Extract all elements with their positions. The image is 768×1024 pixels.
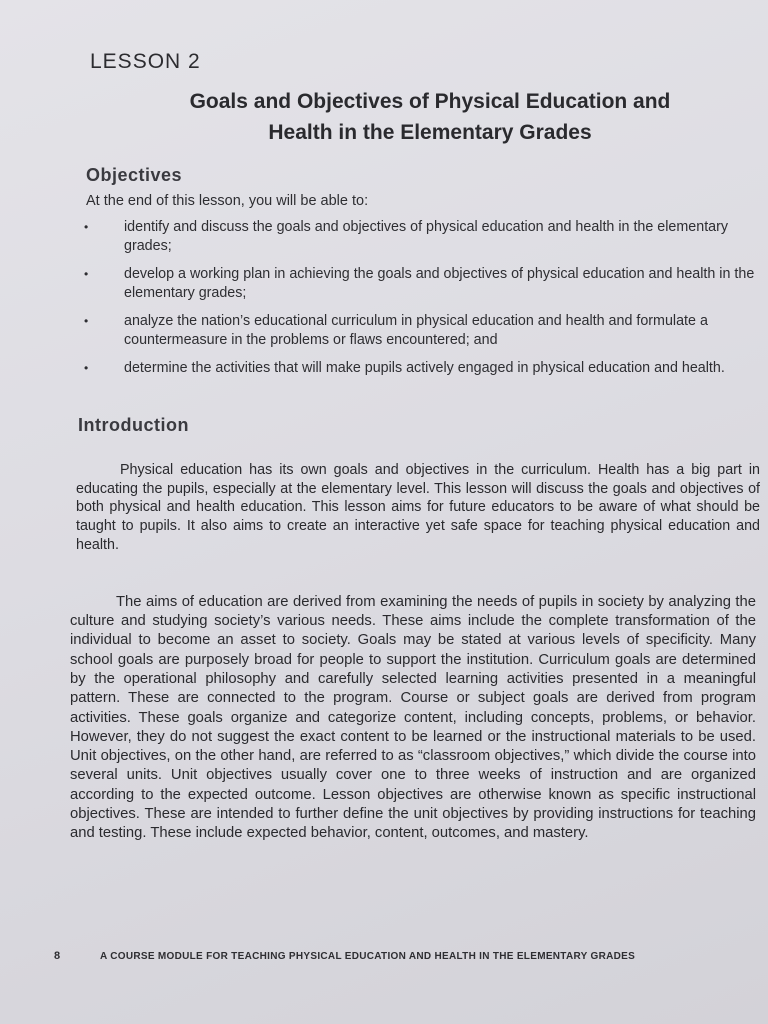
bullet-icon: • — [84, 267, 89, 281]
introduction-paragraph-1: Physical education has its own goals and objectives in the curriculum. Health has a big part in educating the pupils, especially at the elementary level. This lesson will discuss the goals and objectives of both physical and health education. This lesson aims for future educators to be aware of what should be taught to pupils. It also aims to create an interactive yet safe space for teaching physical education and health. — [76, 462, 760, 553]
bullet-icon: • — [84, 314, 89, 328]
objectives-heading: Objectives — [86, 165, 183, 185]
course-title: A COURSE MODULE FOR TEACHING PHYSICAL EDUCATION AND HEALTH IN THE ELEMENTARY GRADES — [100, 951, 636, 962]
introduction-heading: Introduction — [78, 415, 189, 435]
lesson-number: LESSON 2 — [90, 50, 201, 73]
bullet-icon: • — [84, 361, 89, 375]
lesson-title-line-2: Health in the Elementary Grades — [268, 121, 592, 144]
objective-text: analyze the nation’s educational curriculum in physical education and health and formulate a countermeasure in the problems or flaws encountered; and — [124, 313, 708, 348]
list-item — [78, 312, 764, 350]
introduction-paragraph-2: The aims of education are derived from examining the needs of pupils in society by analyzing the culture and studying society’s various needs. These aims include the complete transformation of the individual to become an asset to society. Goals may be stated at various levels of specificity. Many school goals are purposely broad for people to support the institution. Curriculum goals are determined by the operational philosophy and carefully selected learning activities presented in a meaningful pattern. These are connected to the program. Course or subject goals are derived from program activities. These goals organize and categorize content, including concepts, problems, or behavior. However, they do not suggest the exact content to be learned or the instructional materials to be used. Unit objectives, on the other hand, are referred to as “classroom objectives,” which divide the course into several units. Unit objectives usually cover one to three weeks of instruction and are organized according to the expected outcome. Lesson objectives are otherwise known as specific instructional objectives. These are intended to further define the unit objectives by providing instructions for teaching and testing. These include expected behavior, content, outcomes, and mastery. — [70, 593, 756, 842]
page-number: 8 — [54, 950, 61, 962]
page-footer — [54, 950, 744, 962]
objective-text: identify and discuss the goals and objectives of physical education and health in the elementary grades; — [124, 219, 729, 254]
list-item — [78, 218, 764, 256]
bullet-icon: • — [84, 220, 89, 234]
lesson-title — [100, 86, 760, 148]
objectives-lead: At the end of this lesson, you will be able to: — [86, 193, 369, 209]
objective-text: develop a working plan in achieving the goals and objectives of physical education and health in the elementary grades; — [124, 266, 755, 301]
lesson-title-line-1: Goals and Objectives of Physical Education and — [189, 90, 671, 113]
objectives-list — [78, 218, 768, 387]
list-item — [78, 265, 764, 303]
objective-text: determine the activities that will make pupils actively engaged in physical education and health. — [124, 360, 725, 376]
list-item — [78, 359, 764, 378]
